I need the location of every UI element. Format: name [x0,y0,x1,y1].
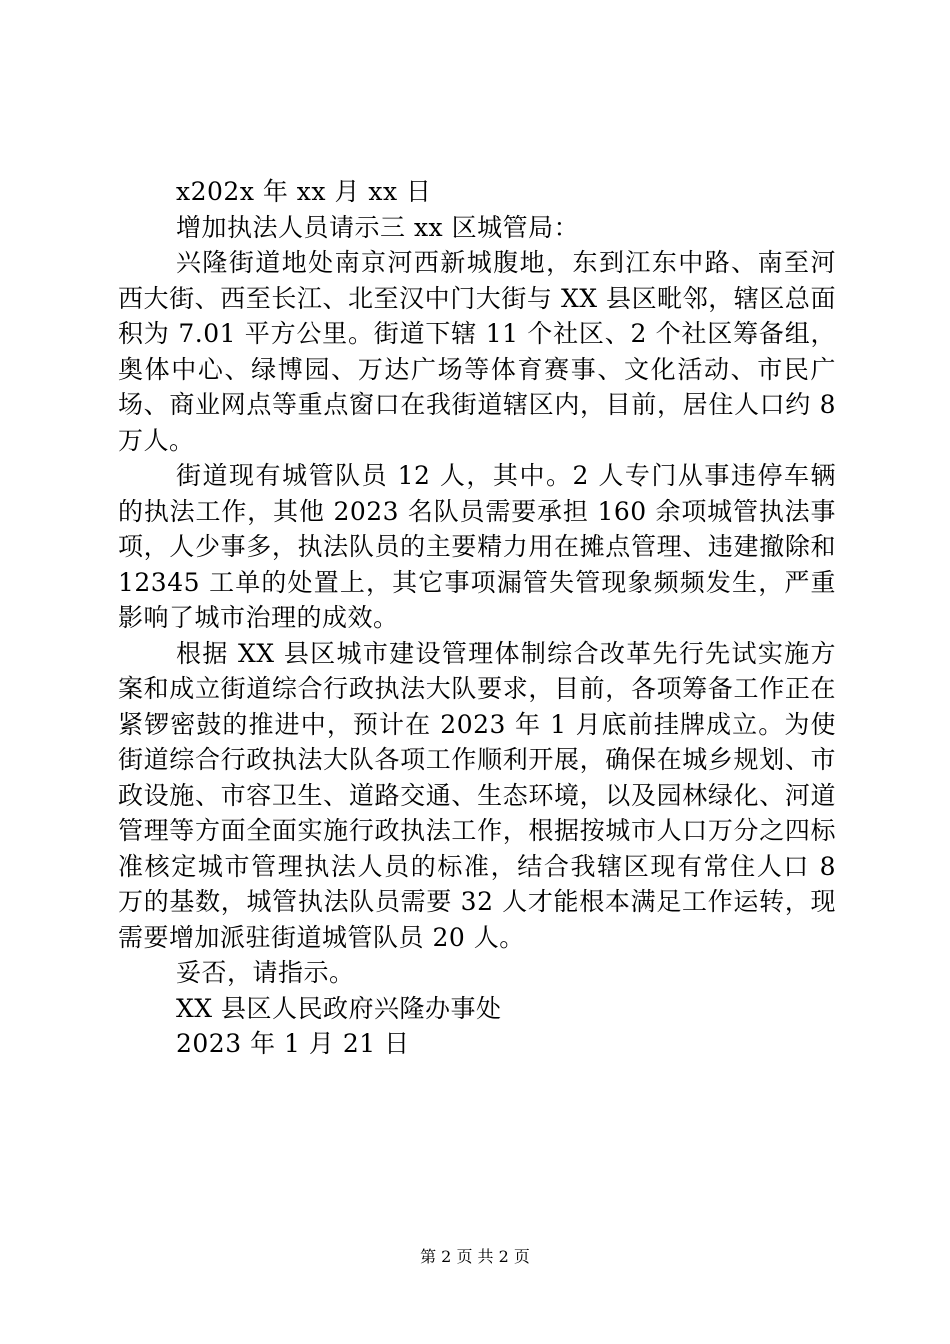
closing-line: 妥否，请指示。 [176,958,355,987]
signature-office: XX 县区人民政府兴隆办事处 [176,993,502,1023]
date-line: x202x 年 xx 月 xx 日 [176,177,432,206]
signature-date: 2023 年 1 月 21 日 [176,1029,410,1058]
paragraph-staffing: 街道现有城管队员 12 人，其中。2 人专门从事违停车辆的执法工作，其他 2023 名队员需要承担 160 余项城管执法事项，人少事多，执法队员的主要精力用在摊点管理、违建撤除和 12345 工单的处置上，其它事项漏管失管现象频频发生，严重影响了城市治理的成效。 [118,461,836,632]
page-footer: 第 2 页 共 2 页 [420,1247,530,1266]
paragraph-overview: 兴隆街道地处南京河西新城腹地，东到江东中路、南至河西大街、西至长江、北至汉中门大街与 XX 县区毗邻，辖区总面积为 7.01 平方公里。街道下辖 11 个社区、2 个社区筹备组，奥体中心、绿博园、万达广场等体育赛事、文化活动、市民广场、商业网点等重点窗口在我街道辖区内，目前，居住人口约 8 万人。 [118,248,836,455]
document-body [118,174,836,1062]
paragraph-request: 根据 XX 县区城市建设管理体制综合改革先行先试实施方案和成立街道综合行政执法大队要求，目前，各项筹备工作正在紧锣密鼓的推进中，预计在 2023 年 1 月底前挂牌成立。为使街道综合行政执法大队各项工作顺利开展，确保在城乡规划、市政设施、市容卫生、道路交通、生态环境，以及园林绿化、河道管理等方面全面实施行政执法工作，根据按城市人口万分之四标准核定城市管理执法人员的标准，结合我辖区现有常住人口 8 万的基数，城管执法队员需要 32 人才能根本满足工作运转，现需要增加派驻街道城管队员 20 人。 [118,638,836,952]
title-addressee-line: 增加执法人员请示三 xx 区城管局： [176,212,580,242]
